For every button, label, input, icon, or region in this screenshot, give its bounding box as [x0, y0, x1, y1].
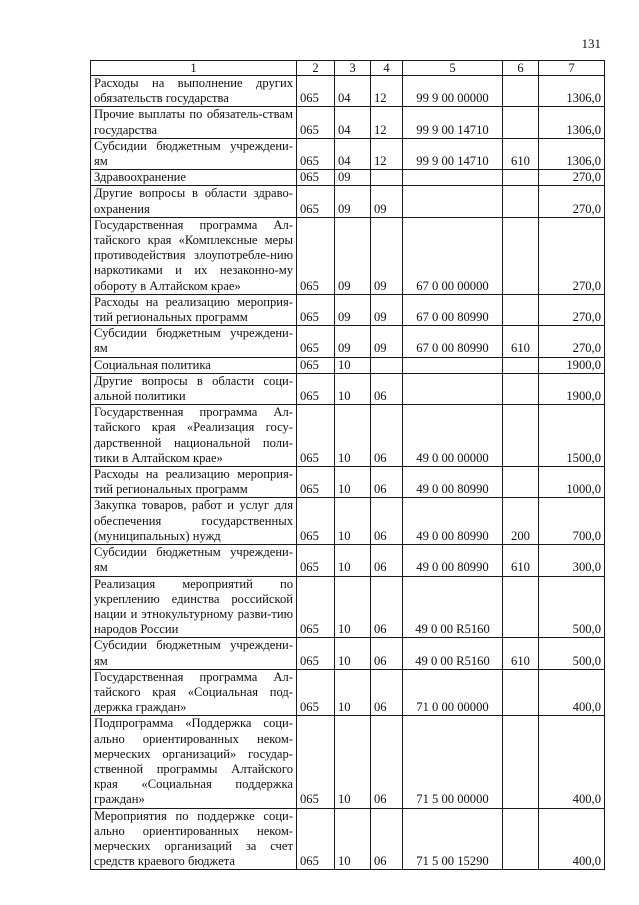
row-name-cell: Субсидии бюджетным учреждени-ям — [91, 545, 297, 576]
table-row — [91, 170, 605, 186]
row-sum-cell: 1900,0 — [539, 357, 605, 373]
row-grbs-cell: 065 — [297, 294, 335, 325]
row-vr-cell — [503, 107, 539, 138]
table-row — [91, 186, 605, 217]
row-sum-cell: 1000,0 — [539, 467, 605, 498]
row-csr-cell: 99 9 00 14710 — [403, 107, 503, 138]
row-sum-cell: 1306,0 — [539, 107, 605, 138]
table-row — [91, 808, 605, 870]
row-vr-cell — [503, 373, 539, 404]
row-grbs-cell: 065 — [297, 326, 335, 357]
row-vr-cell — [503, 716, 539, 808]
row-csr-cell: 49 0 00 80990 — [403, 545, 503, 576]
row-pr-cell: 09 — [371, 186, 403, 217]
row-rz-cell: 10 — [335, 545, 371, 576]
row-grbs-cell: 065 — [297, 498, 335, 545]
table-row — [91, 716, 605, 808]
row-csr-cell — [403, 170, 503, 186]
row-grbs-cell: 065 — [297, 170, 335, 186]
row-pr-cell: 06 — [371, 545, 403, 576]
row-pr-cell: 12 — [371, 76, 403, 107]
column-header-csr: 5 — [403, 61, 503, 76]
row-rz-cell: 10 — [335, 498, 371, 545]
row-csr-cell: 49 0 00 80990 — [403, 498, 503, 545]
row-pr-cell: 09 — [371, 294, 403, 325]
row-csr-cell: 99 9 00 00000 — [403, 76, 503, 107]
row-rz-cell: 10 — [335, 576, 371, 638]
column-header-pr: 4 — [371, 61, 403, 76]
row-csr-cell: 99 9 00 14710 — [403, 138, 503, 169]
row-rz-cell: 09 — [335, 294, 371, 325]
row-name-cell: Прочие выплаты по обязатель-ствам государства — [91, 107, 297, 138]
row-grbs-cell: 065 — [297, 357, 335, 373]
row-rz-cell: 10 — [335, 357, 371, 373]
row-vr-cell: 610 — [503, 138, 539, 169]
row-sum-cell: 400,0 — [539, 669, 605, 716]
row-sum-cell: 700,0 — [539, 498, 605, 545]
row-grbs-cell: 065 — [297, 638, 335, 669]
row-rz-cell: 09 — [335, 170, 371, 186]
row-rz-cell: 04 — [335, 76, 371, 107]
row-pr-cell: 06 — [371, 808, 403, 870]
row-rz-cell: 04 — [335, 138, 371, 169]
row-name-cell: Государственная программа Ал-тайского края «Комплексные меры противодействия злоупотребле-нию наркотиками и их незаконно-му обороту в Алтайском крае» — [91, 217, 297, 294]
row-vr-cell — [503, 808, 539, 870]
row-sum-cell: 1900,0 — [539, 373, 605, 404]
row-rz-cell: 10 — [335, 808, 371, 870]
row-vr-cell — [503, 669, 539, 716]
table-row — [91, 138, 605, 169]
row-name-cell: Реализация мероприятий по укреплению единства российской нации и этнокультурному разви-тию народов России — [91, 576, 297, 638]
row-sum-cell: 500,0 — [539, 576, 605, 638]
row-sum-cell: 1500,0 — [539, 405, 605, 467]
row-grbs-cell: 065 — [297, 808, 335, 870]
table-row — [91, 107, 605, 138]
row-rz-cell: 10 — [335, 405, 371, 467]
row-csr-cell: 49 0 00 80990 — [403, 467, 503, 498]
row-csr-cell: 49 0 00 00000 — [403, 405, 503, 467]
row-rz-cell: 10 — [335, 467, 371, 498]
row-grbs-cell: 065 — [297, 405, 335, 467]
row-sum-cell: 300,0 — [539, 545, 605, 576]
row-vr-cell — [503, 405, 539, 467]
row-name-cell: Государственная программа Ал-тайского края «Социальная под-держка граждан» — [91, 669, 297, 716]
table-body — [91, 76, 605, 870]
table-row — [91, 373, 605, 404]
row-pr-cell: 06 — [371, 716, 403, 808]
row-sum-cell: 270,0 — [539, 170, 605, 186]
row-pr-cell: 06 — [371, 669, 403, 716]
row-grbs-cell: 065 — [297, 186, 335, 217]
row-vr-cell — [503, 576, 539, 638]
table-row — [91, 576, 605, 638]
row-csr-cell — [403, 357, 503, 373]
row-grbs-cell: 065 — [297, 373, 335, 404]
row-rz-cell: 09 — [335, 186, 371, 217]
budget-table — [90, 60, 605, 870]
table-header-row — [91, 61, 605, 76]
table-row — [91, 467, 605, 498]
table-row — [91, 638, 605, 669]
row-pr-cell: 06 — [371, 373, 403, 404]
row-rz-cell: 09 — [335, 326, 371, 357]
row-csr-cell: 71 5 00 15290 — [403, 808, 503, 870]
row-sum-cell: 400,0 — [539, 716, 605, 808]
row-pr-cell: 06 — [371, 498, 403, 545]
row-sum-cell: 270,0 — [539, 294, 605, 325]
row-name-cell: Государственная программа Ал-тайского края «Реализация госу-дарственной национальной поли-тики в Алтайском крае» — [91, 405, 297, 467]
row-csr-cell — [403, 373, 503, 404]
row-sum-cell: 1306,0 — [539, 138, 605, 169]
row-csr-cell: 67 0 00 80990 — [403, 294, 503, 325]
row-pr-cell: 12 — [371, 107, 403, 138]
table-row — [91, 357, 605, 373]
row-pr-cell — [371, 170, 403, 186]
row-grbs-cell: 065 — [297, 467, 335, 498]
row-pr-cell: 09 — [371, 326, 403, 357]
row-csr-cell: 67 0 00 00000 — [403, 217, 503, 294]
row-name-cell: Расходы на реализацию мероприя-тий региональных программ — [91, 294, 297, 325]
table-row — [91, 498, 605, 545]
row-rz-cell: 10 — [335, 638, 371, 669]
row-rz-cell: 10 — [335, 716, 371, 808]
row-rz-cell: 04 — [335, 107, 371, 138]
row-csr-cell: 67 0 00 80990 — [403, 326, 503, 357]
row-name-cell: Подпрограмма «Поддержка соци-ально ориентированных неком-мерческих организаций» государ-ственной программы Алтайского края «Социальная поддержка граждан» — [91, 716, 297, 808]
column-header-grbs: 2 — [297, 61, 335, 76]
row-pr-cell: 09 — [371, 217, 403, 294]
row-csr-cell: 71 0 00 00000 — [403, 669, 503, 716]
row-vr-cell — [503, 170, 539, 186]
row-pr-cell: 06 — [371, 638, 403, 669]
row-name-cell: Субсидии бюджетным учреждени-ям — [91, 638, 297, 669]
row-vr-cell: 610 — [503, 638, 539, 669]
row-rz-cell: 10 — [335, 669, 371, 716]
row-name-cell: Другие вопросы в области соци-альной политики — [91, 373, 297, 404]
row-rz-cell: 10 — [335, 373, 371, 404]
row-name-cell: Здравоохранение — [91, 170, 297, 186]
column-header-vr: 6 — [503, 61, 539, 76]
row-vr-cell — [503, 186, 539, 217]
row-name-cell: Расходы на выполнение других обязательств государства — [91, 76, 297, 107]
row-grbs-cell: 065 — [297, 217, 335, 294]
row-vr-cell: 610 — [503, 545, 539, 576]
row-grbs-cell: 065 — [297, 576, 335, 638]
row-vr-cell — [503, 76, 539, 107]
row-grbs-cell: 065 — [297, 545, 335, 576]
row-vr-cell — [503, 357, 539, 373]
row-sum-cell: 400,0 — [539, 808, 605, 870]
row-csr-cell: 71 5 00 00000 — [403, 716, 503, 808]
table-row — [91, 669, 605, 716]
row-pr-cell: 06 — [371, 405, 403, 467]
row-grbs-cell: 065 — [297, 107, 335, 138]
table-row — [91, 545, 605, 576]
column-header-rz: 3 — [335, 61, 371, 76]
row-vr-cell: 610 — [503, 326, 539, 357]
row-grbs-cell: 065 — [297, 138, 335, 169]
table-row — [91, 326, 605, 357]
row-pr-cell: 06 — [371, 467, 403, 498]
row-vr-cell: 200 — [503, 498, 539, 545]
table-row — [91, 217, 605, 294]
row-name-cell: Субсидии бюджетным учреждени-ям — [91, 138, 297, 169]
row-csr-cell: 49 0 00 R5160 — [403, 638, 503, 669]
row-name-cell: Мероприятия по поддержке соци-ально ориентированных неком-мерческих организаций за счет средств краевого бюджета — [91, 808, 297, 870]
row-sum-cell: 270,0 — [539, 326, 605, 357]
row-name-cell: Расходы на реализацию мероприя-тий региональных программ — [91, 467, 297, 498]
row-grbs-cell: 065 — [297, 76, 335, 107]
table-row — [91, 405, 605, 467]
row-csr-cell — [403, 186, 503, 217]
row-sum-cell: 270,0 — [539, 217, 605, 294]
column-header-name: 1 — [91, 61, 297, 76]
row-rz-cell: 09 — [335, 217, 371, 294]
row-vr-cell — [503, 217, 539, 294]
row-pr-cell: 12 — [371, 138, 403, 169]
row-csr-cell: 49 0 00 R5160 — [403, 576, 503, 638]
row-grbs-cell: 065 — [297, 716, 335, 808]
row-name-cell: Другие вопросы в области здраво-охранения — [91, 186, 297, 217]
row-name-cell: Субсидии бюджетным учреждени-ям — [91, 326, 297, 357]
table-row — [91, 294, 605, 325]
row-sum-cell: 1306,0 — [539, 76, 605, 107]
row-pr-cell: 06 — [371, 576, 403, 638]
page-number: 131 — [581, 36, 601, 51]
row-grbs-cell: 065 — [297, 669, 335, 716]
table-row — [91, 76, 605, 107]
row-name-cell: Социальная политика — [91, 357, 297, 373]
row-pr-cell — [371, 357, 403, 373]
column-header-sum: 7 — [539, 61, 605, 76]
row-vr-cell — [503, 294, 539, 325]
row-sum-cell: 500,0 — [539, 638, 605, 669]
row-vr-cell — [503, 467, 539, 498]
row-sum-cell: 270,0 — [539, 186, 605, 217]
row-name-cell: Закупка товаров, работ и услуг для обеспечения государственных (муниципальных) нужд — [91, 498, 297, 545]
